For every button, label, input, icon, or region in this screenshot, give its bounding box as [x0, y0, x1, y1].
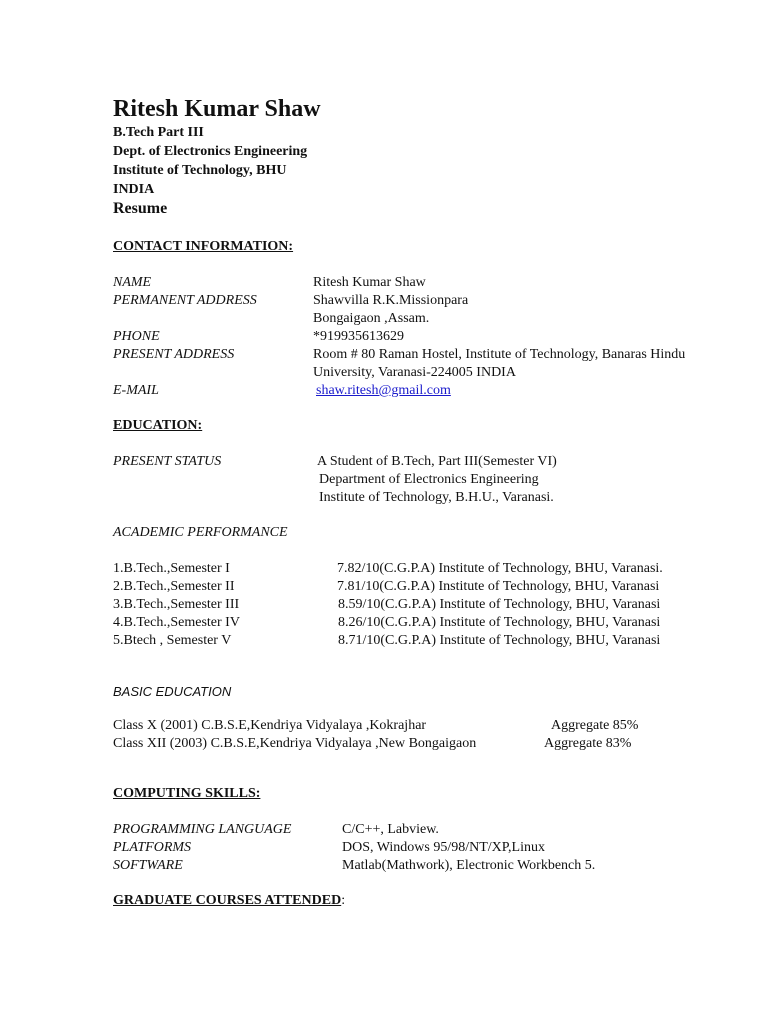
semester-cgpa: 8.26/10(C.G.P.A) Institute of Technology, BHU, Varanasi [338, 615, 661, 630]
present-status-line: Department of Electronics Engineering [319, 472, 539, 487]
skill-value-programming: C/C++, Labview. [342, 822, 439, 837]
contact-value-permanent-address-1: Shawvilla R.K.Missionpara [313, 293, 469, 308]
contact-label-permanent-address: PERMANENT ADDRESS [113, 293, 257, 308]
graduate-courses-heading-row [113, 892, 345, 910]
header-resume-label: Resume [113, 200, 168, 217]
graduate-courses-heading: GRADUATE COURSES ATTENDED [113, 893, 342, 908]
skill-label-software: SOFTWARE [113, 858, 183, 873]
graduate-courses-colon: : [341, 893, 346, 908]
semester-label: 1.B.Tech.,Semester I [113, 561, 230, 576]
skill-label-platforms: PLATFORMS [113, 840, 192, 855]
header-country: INDIA [113, 182, 155, 197]
education-heading: EDUCATION: [113, 418, 203, 433]
header-program: B.Tech Part III [113, 125, 204, 140]
semester-label: 3.B.Tech.,Semester III [113, 597, 240, 612]
basic-education-aggregate: Aggregate 85% [551, 718, 639, 733]
computing-skills-heading: COMPUTING SKILLS: [113, 786, 261, 801]
skill-value-platforms: DOS, Windows 95/98/NT/XP,Linux [342, 840, 545, 855]
skill-value-software: Matlab(Mathwork), Electronic Workbench 5. [342, 858, 596, 873]
skill-label-programming: PROGRAMMING LANGUAGE [113, 822, 292, 837]
semester-cgpa: 7.81/10(C.G.P.A) Institute of Technology, BHU, Varanasi [337, 579, 660, 594]
semester-label: 5.Btech , Semester V [113, 633, 232, 648]
basic-education-heading: BASIC EDUCATION [113, 684, 232, 699]
semester-label: 4.B.Tech.,Semester IV [113, 615, 240, 630]
contact-value-present-address-1: Room # 80 Raman Hostel, Institute of Technology, Banaras Hindu [313, 347, 686, 362]
header-department: Dept. of Electronics Engineering [113, 144, 308, 159]
basic-education-desc: Class XII (2003) C.B.S.E,Kendriya Vidyalaya ,New Bongaigaon [113, 736, 477, 751]
basic-education-aggregate: Aggregate 83% [544, 736, 632, 751]
contact-value-permanent-address-2: Bongaigaon ,Assam. [313, 311, 430, 326]
contact-heading: CONTACT INFORMATION: [113, 239, 294, 254]
contact-label-present-address: PRESENT ADDRESS [113, 347, 235, 362]
contact-label-email: E-MAIL [113, 383, 159, 398]
present-status-line: A Student of B.Tech, Part III(Semester VI) [317, 454, 557, 469]
contact-label-name: NAME [113, 275, 152, 290]
academic-performance-heading: ACADEMIC PERFORMANCE [113, 525, 288, 540]
basic-education-desc: Class X (2001) C.B.S.E,Kendriya Vidyalaya ,Kokrajhar [113, 718, 427, 733]
semester-cgpa: 8.59/10(C.G.P.A) Institute of Technology, BHU, Varanasi [338, 597, 661, 612]
present-status-line: Institute of Technology, B.H.U., Varanasi. [319, 490, 554, 505]
contact-label-phone: PHONE [113, 329, 160, 344]
resume-name: Ritesh Kumar Shaw [113, 96, 321, 122]
semester-label: 2.B.Tech.,Semester II [113, 579, 235, 594]
present-status-label: PRESENT STATUS [113, 454, 222, 469]
contact-value-present-address-2: University, Varanasi-224005 INDIA [313, 365, 516, 380]
semester-cgpa: 7.82/10(C.G.P.A) Institute of Technology, BHU, Varanasi. [337, 561, 663, 576]
contact-value-phone: *919935613629 [313, 329, 404, 344]
header-institute: Institute of Technology, BHU [113, 163, 287, 178]
email-link[interactable]: shaw.ritesh@gmail.com [316, 383, 451, 398]
semester-cgpa: 8.71/10(C.G.P.A) Institute of Technology, BHU, Varanasi [338, 633, 661, 648]
contact-value-name: Ritesh Kumar Shaw [313, 275, 426, 290]
